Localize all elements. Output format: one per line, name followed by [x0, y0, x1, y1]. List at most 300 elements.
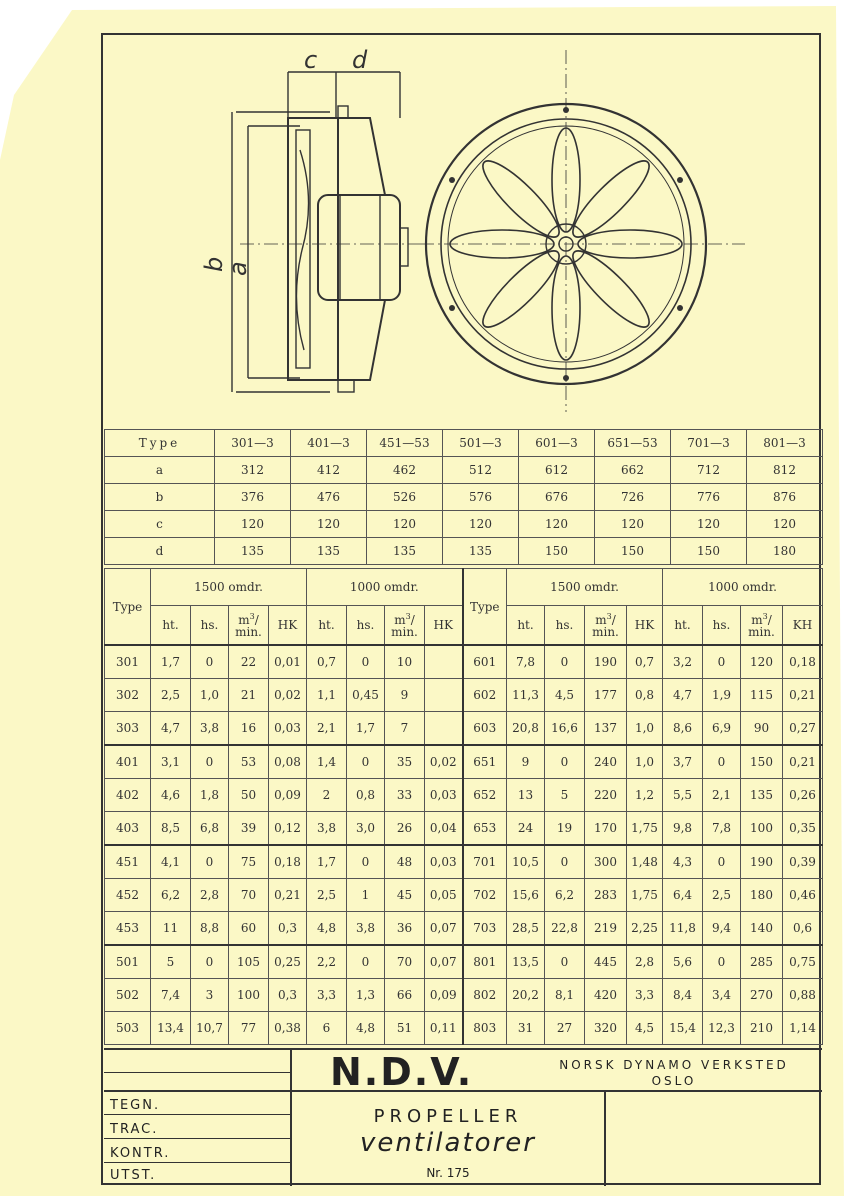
perf-col-ht: ht. [307, 606, 347, 646]
perf-value-cell: 2,2 [307, 945, 347, 979]
perf-value-cell: 11 [151, 912, 191, 946]
dims-value-cell: 712 [671, 457, 747, 484]
perf-row [105, 645, 823, 679]
perf-value-cell: 19 [545, 812, 585, 846]
title-propeller: PROPELLER [373, 1106, 523, 1127]
perf-value-cell: 16,6 [545, 712, 585, 746]
perf-type-cell: 403 [105, 812, 151, 846]
perf-value-cell: 3,1 [151, 745, 191, 779]
perf-value-cell: 0 [191, 745, 229, 779]
perf-type-cell: 702 [463, 879, 507, 912]
perf-value-cell: 5,6 [663, 945, 703, 979]
perf-value-cell: 1,75 [627, 812, 663, 846]
perf-value-cell: 6,2 [151, 879, 191, 912]
perf-value-cell: 21 [229, 679, 269, 712]
perf-col-hs: hs. [191, 606, 229, 646]
dims-value-cell: 462 [367, 457, 443, 484]
perf-value-cell: 285 [741, 945, 783, 979]
perf-value-cell: 4,7 [663, 679, 703, 712]
perf-value-cell: 1 [347, 879, 385, 912]
perf-value-cell: 5 [151, 945, 191, 979]
perf-row [105, 879, 823, 912]
company-city: OSLO [651, 1074, 697, 1088]
title-ventilatorer: ventilatorer [360, 1128, 536, 1158]
dim-label-a: a [224, 261, 252, 276]
perf-type-cell: 703 [463, 912, 507, 946]
perf-value-cell: 3,0 [347, 812, 385, 846]
perf-value-cell: 6,8 [191, 812, 229, 846]
perf-type-cell: 503 [105, 1012, 151, 1045]
perf-row [105, 1012, 823, 1045]
perf-value-cell: 9,4 [703, 912, 741, 946]
perf-value-cell: 140 [741, 912, 783, 946]
perf-value-cell: 0,02 [269, 679, 307, 712]
perf-value-cell: 39 [229, 812, 269, 846]
perf-value-cell: 4,7 [151, 712, 191, 746]
perf-type-cell: 652 [463, 779, 507, 812]
dims-row-label: c [105, 511, 215, 538]
perf-value-cell: 0,25 [269, 945, 307, 979]
perf-value-cell: 100 [229, 979, 269, 1012]
perf-value-cell: 8,8 [191, 912, 229, 946]
perf-value-cell: 1,1 [307, 679, 347, 712]
dims-value-cell: 120 [519, 511, 595, 538]
perf-value-cell: 0,01 [269, 645, 307, 679]
perf-value-cell: 26 [385, 812, 425, 846]
label-utst: UTST. [110, 1168, 157, 1183]
perf-value-cell: 100 [741, 812, 783, 846]
perf-value-cell: 0,8 [627, 679, 663, 712]
perf-value-cell: 2,5 [151, 679, 191, 712]
drawing-number: Nr. 175 [426, 1166, 470, 1180]
perf-value-cell: 3,8 [307, 812, 347, 846]
perf-type-cell: 302 [105, 679, 151, 712]
perf-value-cell: 137 [585, 712, 627, 746]
dims-value-cell: 726 [595, 484, 671, 511]
perf-value-cell: 0,18 [783, 645, 823, 679]
dims-value-cell: 612 [519, 457, 595, 484]
perf-value-cell: 150 [741, 745, 783, 779]
perf-value-cell: 24 [507, 812, 545, 846]
perf-value-cell: 0 [347, 645, 385, 679]
perf-value-cell: 4,5 [627, 1012, 663, 1045]
dims-value-cell: 120 [367, 511, 443, 538]
perf-value-cell: 2,8 [627, 945, 663, 979]
perf-value-cell: 2,5 [703, 879, 741, 912]
perf-value-cell: 0,03 [269, 712, 307, 746]
perf-value-cell: 15,4 [663, 1012, 703, 1045]
perf-value-cell: 0,38 [269, 1012, 307, 1045]
dimensions-table [104, 429, 823, 565]
perf-value-cell: 1,4 [307, 745, 347, 779]
dims-type-cell: 401—3 [291, 430, 367, 457]
perf-col-ht: ht. [507, 606, 545, 646]
perf-value-cell: 300 [585, 845, 627, 879]
perf-value-cell: 1,0 [191, 679, 229, 712]
perf-value-cell: 60 [229, 912, 269, 946]
dims-type-cell: 301—3 [215, 430, 291, 457]
perf-row [105, 679, 823, 712]
perf-value-cell: 0,26 [783, 779, 823, 812]
dims-row [105, 484, 823, 511]
perf-value-cell: 6,9 [703, 712, 741, 746]
perf-value-cell: 220 [585, 779, 627, 812]
perf-col-hs: hs. [347, 606, 385, 646]
perf-value-cell: 270 [741, 979, 783, 1012]
perf-value-cell: 0,7 [627, 645, 663, 679]
perf-value-cell: 9,8 [663, 812, 703, 846]
perf-type-cell: 301 [105, 645, 151, 679]
perf-value-cell: 35 [385, 745, 425, 779]
perf-value-cell: 6,4 [663, 879, 703, 912]
perf-value-cell: 50 [229, 779, 269, 812]
perf-value-cell: 177 [585, 679, 627, 712]
title-block [104, 1048, 822, 1186]
perf-type-cell: 802 [463, 979, 507, 1012]
perf-value-cell: 1,7 [307, 845, 347, 879]
perf-col-ht: ht. [663, 606, 703, 646]
perf-value-cell: 4,1 [151, 845, 191, 879]
dim-label-b: b [200, 256, 228, 272]
perf-value-cell: 320 [585, 1012, 627, 1045]
perf-col-hk: HK [627, 606, 663, 646]
perf-value-cell: 53 [229, 745, 269, 779]
perf-value-cell: 0 [347, 845, 385, 879]
dims-value-cell: 512 [443, 457, 519, 484]
perf-value-cell: 2 [307, 779, 347, 812]
perf-row [105, 845, 823, 879]
perf-value-cell: 20,8 [507, 712, 545, 746]
dims-value-cell: 120 [443, 511, 519, 538]
perf-value-cell: 0,08 [269, 745, 307, 779]
perf-value-cell: 1,48 [627, 845, 663, 879]
perf-col-hs: hs. [703, 606, 741, 646]
perf-value-cell: 15,6 [507, 879, 545, 912]
perf-value-cell: 0,21 [269, 879, 307, 912]
perf-value-cell: 4,5 [545, 679, 585, 712]
perf-value-cell: 7,8 [703, 812, 741, 846]
perf-value-cell: 77 [229, 1012, 269, 1045]
dim-label-c: c [304, 46, 318, 74]
perf-value-cell: 0,45 [347, 679, 385, 712]
perf-value-cell: 0,09 [269, 779, 307, 812]
perf-value-cell: 219 [585, 912, 627, 946]
perf-value-cell: 0,21 [783, 745, 823, 779]
perf-value-cell: 0,21 [783, 679, 823, 712]
perf-value-cell: 0,7 [307, 645, 347, 679]
perf-value-cell: 0,3 [269, 912, 307, 946]
label-kontr: KONTR. [110, 1146, 171, 1161]
perf-value-cell: 8,4 [663, 979, 703, 1012]
perf-value-cell: 5 [545, 779, 585, 812]
perf-value-cell: 0,09 [425, 979, 463, 1012]
perf-value-cell: 0,35 [783, 812, 823, 846]
perf-value-cell: 0,07 [425, 945, 463, 979]
perf-value-cell: 210 [741, 1012, 783, 1045]
perf-value-cell: 0,03 [425, 845, 463, 879]
perf-value-cell: 3,3 [307, 979, 347, 1012]
perf-value-cell: 10,7 [191, 1012, 229, 1045]
perf-value-cell: 11,3 [507, 679, 545, 712]
perf-row [105, 945, 823, 979]
perf-value-cell: 8,5 [151, 812, 191, 846]
dims-value-cell: 476 [291, 484, 367, 511]
perf-value-cell: 3,3 [627, 979, 663, 1012]
dims-value-cell: 150 [519, 538, 595, 565]
perf-value-cell: 1,9 [703, 679, 741, 712]
perf-type-header-left: Type [105, 569, 151, 646]
perf-value-cell: 27 [545, 1012, 585, 1045]
perf-col-m3-min: $m^3/$ min. [741, 606, 783, 646]
perf-type-cell: 803 [463, 1012, 507, 1045]
perf-value-cell: 16 [229, 712, 269, 746]
dims-value-cell: 135 [215, 538, 291, 565]
perf-value-cell [425, 679, 463, 712]
perf-value-cell: 0,46 [783, 879, 823, 912]
perf-value-cell: 0,39 [783, 845, 823, 879]
dims-row [105, 457, 823, 484]
perf-value-cell: 75 [229, 845, 269, 879]
dims-value-cell: 120 [671, 511, 747, 538]
perf-type-cell: 453 [105, 912, 151, 946]
dims-row [105, 538, 823, 565]
perf-value-cell: 2,1 [307, 712, 347, 746]
perf-value-cell: 240 [585, 745, 627, 779]
perf-value-cell: 8,1 [545, 979, 585, 1012]
perf-value-cell: 0 [545, 845, 585, 879]
perf-value-cell: 4,3 [663, 845, 703, 879]
perf-value-cell: 0,88 [783, 979, 823, 1012]
perf-value-cell: 283 [585, 879, 627, 912]
dims-value-cell: 120 [747, 511, 823, 538]
dims-value-cell: 120 [291, 511, 367, 538]
perf-value-cell: 0,03 [425, 779, 463, 812]
perf-value-cell: 13,4 [151, 1012, 191, 1045]
perf-value-cell: 7,8 [507, 645, 545, 679]
perf-col-hk: HK [425, 606, 463, 646]
perf-row [105, 912, 823, 946]
perf-col-hk: HK [269, 606, 307, 646]
dims-value-cell: 812 [747, 457, 823, 484]
perf-value-cell: 51 [385, 1012, 425, 1045]
dims-type-cell: 801—3 [747, 430, 823, 457]
perf-type-cell: 502 [105, 979, 151, 1012]
perf-value-cell: 11,8 [663, 912, 703, 946]
perf-value-cell: 420 [585, 979, 627, 1012]
perf-type-cell: 701 [463, 845, 507, 879]
perf-value-cell: 3,7 [663, 745, 703, 779]
perf-value-cell: 0,04 [425, 812, 463, 846]
perf-value-cell: 6 [307, 1012, 347, 1045]
perf-value-cell: 9 [385, 679, 425, 712]
company-name: NORSK DYNAMO VERKSTED [559, 1058, 789, 1072]
perf-type-cell: 653 [463, 812, 507, 846]
dims-value-cell: 412 [291, 457, 367, 484]
perf-type-cell: 402 [105, 779, 151, 812]
perf-value-cell: 0 [545, 745, 585, 779]
perf-value-cell: 0 [545, 945, 585, 979]
perf-value-cell: 1,2 [627, 779, 663, 812]
perf-col-hs: hs. [545, 606, 585, 646]
dims-value-cell: 526 [367, 484, 443, 511]
perf-value-cell: 1,3 [347, 979, 385, 1012]
perf-value-cell: 0,75 [783, 945, 823, 979]
perf-value-cell: 5,5 [663, 779, 703, 812]
perf-value-cell: 0,02 [425, 745, 463, 779]
perf-value-cell: 22 [229, 645, 269, 679]
perf-speed-1000-right: 1000 omdr. [663, 569, 823, 606]
dims-type-cell: 651—53 [595, 430, 671, 457]
perf-value-cell: 90 [741, 712, 783, 746]
perf-col-ht: ht. [151, 606, 191, 646]
perf-value-cell: 0 [191, 645, 229, 679]
perf-value-cell: 4,8 [307, 912, 347, 946]
perf-value-cell: 0,6 [783, 912, 823, 946]
dims-value-cell: 312 [215, 457, 291, 484]
perf-type-cell: 452 [105, 879, 151, 912]
dims-value-cell: 662 [595, 457, 671, 484]
perf-value-cell: 45 [385, 879, 425, 912]
perf-value-cell: 0,18 [269, 845, 307, 879]
perf-value-cell: 0 [191, 845, 229, 879]
perf-value-cell: 445 [585, 945, 627, 979]
perf-value-cell: 28,5 [507, 912, 545, 946]
perf-value-cell: 0,27 [783, 712, 823, 746]
perf-type-cell: 401 [105, 745, 151, 779]
dims-type-cell: 601—3 [519, 430, 595, 457]
perf-type-cell: 603 [463, 712, 507, 746]
perf-value-cell: 3,2 [663, 645, 703, 679]
dims-value-cell: 876 [747, 484, 823, 511]
perf-value-cell: 135 [741, 779, 783, 812]
dims-value-cell: 676 [519, 484, 595, 511]
dims-type-header: Type [105, 430, 215, 457]
perf-value-cell: 190 [741, 845, 783, 879]
perf-value-cell [425, 645, 463, 679]
perf-value-cell: 3 [191, 979, 229, 1012]
perf-value-cell: 31 [507, 1012, 545, 1045]
perf-value-cell: 4,6 [151, 779, 191, 812]
perf-type-cell: 602 [463, 679, 507, 712]
ndv-logo: N.D.V. [330, 1050, 474, 1094]
label-trac: TRAC. [110, 1122, 159, 1137]
dims-value-cell: 135 [443, 538, 519, 565]
perf-value-cell: 1,7 [347, 712, 385, 746]
perf-value-cell: 4,8 [347, 1012, 385, 1045]
perf-value-cell: 70 [229, 879, 269, 912]
perf-value-cell: 13 [507, 779, 545, 812]
perf-value-cell: 2,1 [703, 779, 741, 812]
perf-value-cell: 0,05 [425, 879, 463, 912]
perf-row [105, 979, 823, 1012]
perf-value-cell: 1,7 [151, 645, 191, 679]
perf-value-cell: 1,0 [627, 712, 663, 746]
perf-value-cell: 1,0 [627, 745, 663, 779]
performance-table [104, 568, 823, 1045]
perf-type-cell: 501 [105, 945, 151, 979]
perf-value-cell: 180 [741, 879, 783, 912]
perf-row [105, 812, 823, 846]
dims-row-label: a [105, 457, 215, 484]
perf-value-cell: 10 [385, 645, 425, 679]
dims-value-cell: 120 [595, 511, 671, 538]
perf-value-cell: 0,11 [425, 1012, 463, 1045]
perf-value-cell [425, 712, 463, 746]
perf-value-cell: 13,5 [507, 945, 545, 979]
perf-value-cell: 20,2 [507, 979, 545, 1012]
perf-value-cell: 2,5 [307, 879, 347, 912]
dims-row-label: b [105, 484, 215, 511]
dims-value-cell: 150 [671, 538, 747, 565]
perf-speed-1500-right: 1500 omdr. [507, 569, 663, 606]
perf-value-cell: 0 [347, 745, 385, 779]
dims-value-cell: 120 [215, 511, 291, 538]
perf-value-cell: 48 [385, 845, 425, 879]
perf-value-cell: 10,5 [507, 845, 545, 879]
perf-type-cell: 451 [105, 845, 151, 879]
perf-value-cell: 0,12 [269, 812, 307, 846]
perf-type-header-right: Type [463, 569, 507, 646]
perf-value-cell: 0 [703, 845, 741, 879]
dims-value-cell: 180 [747, 538, 823, 565]
perf-value-cell: 115 [741, 679, 783, 712]
dims-type-cell: 501—3 [443, 430, 519, 457]
perf-type-cell: 601 [463, 645, 507, 679]
perf-value-cell: 12,3 [703, 1012, 741, 1045]
perf-value-cell: 7 [385, 712, 425, 746]
perf-value-cell: 2,8 [191, 879, 229, 912]
perf-row [105, 745, 823, 779]
dims-value-cell: 135 [367, 538, 443, 565]
perf-value-cell: 3,4 [703, 979, 741, 1012]
perf-value-cell: 105 [229, 945, 269, 979]
perf-col-m3-min: $m^3/$ min. [229, 606, 269, 646]
perf-value-cell: 6,2 [545, 879, 585, 912]
perf-value-cell: 70 [385, 945, 425, 979]
perf-value-cell: 190 [585, 645, 627, 679]
perf-value-cell: 1,14 [783, 1012, 823, 1045]
perf-value-cell: 9 [507, 745, 545, 779]
perf-value-cell: 8,6 [663, 712, 703, 746]
dims-row [105, 511, 823, 538]
perf-value-cell: 170 [585, 812, 627, 846]
perf-col-m3-min: $m^3/$ min. [385, 606, 425, 646]
dims-value-cell: 776 [671, 484, 747, 511]
perf-value-cell: 0,8 [347, 779, 385, 812]
perf-value-cell: 33 [385, 779, 425, 812]
perf-speed-1500-left: 1500 omdr. [151, 569, 307, 606]
perf-row [105, 712, 823, 746]
perf-value-cell: 0 [545, 645, 585, 679]
dims-type-cell: 451—53 [367, 430, 443, 457]
perf-row [105, 779, 823, 812]
perf-value-cell: 3,8 [347, 912, 385, 946]
dims-value-cell: 376 [215, 484, 291, 511]
perf-value-cell: 7,4 [151, 979, 191, 1012]
perf-value-cell: 36 [385, 912, 425, 946]
dims-type-cell: 701—3 [671, 430, 747, 457]
perf-col-m3-min: $m^3/$ min. [585, 606, 627, 646]
perf-speed-1000-left: 1000 omdr. [307, 569, 463, 606]
perf-value-cell: 120 [741, 645, 783, 679]
perf-value-cell: 0 [191, 945, 229, 979]
perf-value-cell: 0 [703, 945, 741, 979]
perf-value-cell: 0 [703, 645, 741, 679]
dims-row-label: d [105, 538, 215, 565]
perf-value-cell: 1,75 [627, 879, 663, 912]
perf-value-cell: 0,07 [425, 912, 463, 946]
perf-value-cell: 0,3 [269, 979, 307, 1012]
